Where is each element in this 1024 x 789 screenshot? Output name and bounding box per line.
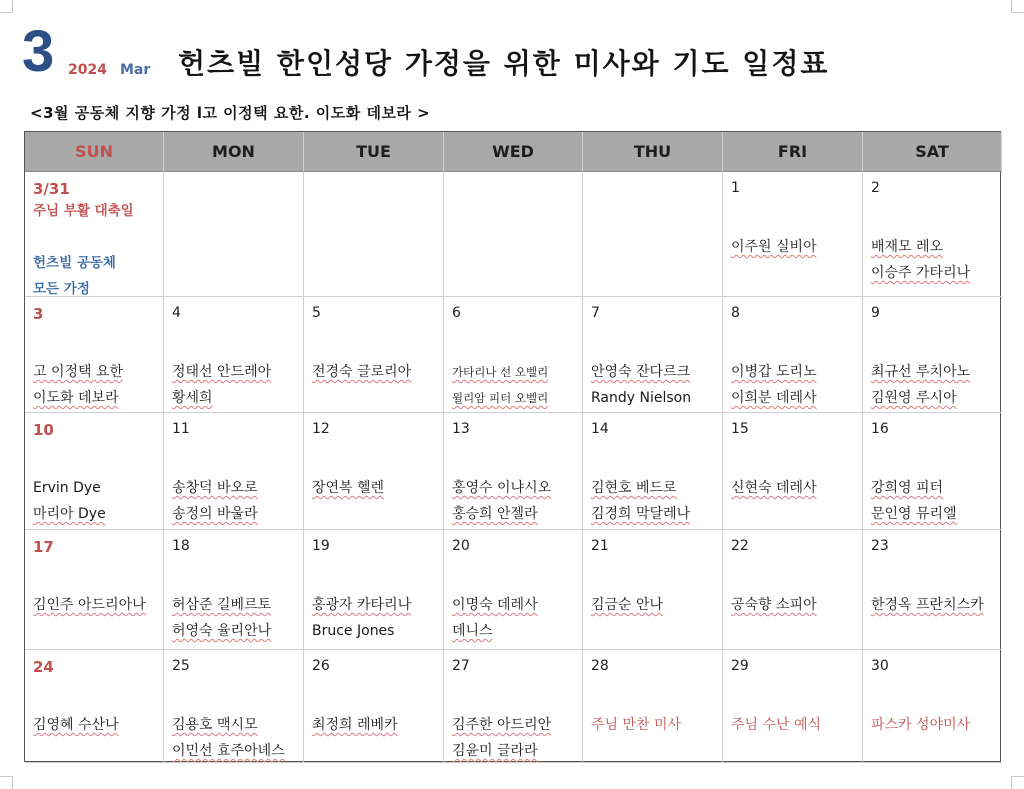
family-name-entry: 김경희 막달레나 [591,506,691,522]
calendar-day-cell [583,172,723,297]
day-number: 19 [312,538,330,554]
page-corner-mark [0,776,13,789]
family-name-entry: 송창덕 바오로 [172,480,258,496]
day-number: 13 [452,421,470,437]
day-number: 22 [731,538,749,554]
page-header [22,19,1002,86]
day-number: 26 [312,658,330,674]
calendar-day-cell [863,172,1002,297]
day-number: 12 [312,421,330,437]
day-number: 18 [172,538,190,554]
family-name-entry: 이주원 실비아 [731,239,817,255]
liturgy-entry: 주님 만찬 미사 [591,717,682,733]
weekday-header-thu: THU [583,132,723,172]
calendar-day-cell [863,530,1002,650]
weekday-header-wed: WED [444,132,583,172]
day-number: 14 [591,421,609,437]
liturgy-entry: 파스카 성야미사 [871,717,971,733]
family-name-entry: 최정희 레베카 [312,717,398,733]
family-name-entry: 황세희 [172,390,213,406]
calendar-day-cell [25,172,164,297]
family-name-entry: 허영숙 율리안나 [172,623,272,639]
family-name-entry: 김인주 아드리아나 [33,597,146,613]
calendar-day-cell [25,297,164,413]
family-name-entry: 문인영 뮤리엘 [871,506,957,522]
month-abbr-label: Mar [120,62,151,78]
calendar-day-cell [304,172,444,297]
calendar-day-cell [723,413,863,530]
calendar-day-cell [583,413,723,530]
day-number: 1 [731,180,740,196]
family-name-entry: Randy Nielson [591,390,692,406]
year-label: 2024 [68,62,107,78]
day-number: 8 [731,305,740,321]
calendar-day-cell [25,530,164,650]
calendar-day-cell [863,413,1002,530]
family-name-entry: 장연복 헬렌 [312,480,385,496]
day-number: 2 [871,180,880,196]
month-number: 3 [22,19,55,84]
calendar-day-cell [444,650,583,763]
day-number: 28 [591,658,609,674]
family-name-entry: 김원영 루시아 [871,390,957,406]
day-number: 5 [312,305,321,321]
family-name-entry: 최규선 루치아노 [871,364,971,380]
calendar-day-cell [863,650,1002,763]
day-number: 17 [33,538,54,556]
family-name-entry: 이민선 효주아녜스 [172,743,285,759]
calendar-day-cell [863,297,1002,413]
page-corner-mark [1011,0,1024,13]
page-title: 헌츠빌 한인성당 가정을 위한 미사와 기도 일정표 [178,47,830,80]
family-name-entry: 이병갑 도리노 [731,364,817,380]
weekday-header-sat: SAT [863,132,1002,172]
calendar-day-cell [444,413,583,530]
page-corner-mark [0,0,13,13]
family-name-entry: 이도화 데보라 [33,390,119,406]
family-name-entry: 홍광자 카타리나 [312,597,412,613]
calendar-day-cell [164,530,304,650]
family-name-entry: 배재모 레오 [871,239,944,255]
day-number: 16 [871,421,889,437]
calendar-day-cell [304,297,444,413]
weekday-header-tue: TUE [304,132,444,172]
calendar-day-cell [444,530,583,650]
family-name-entry: 홍승희 안젤라 [452,506,538,522]
page-corner-mark [1011,776,1024,789]
calendar-day-cell [723,530,863,650]
calendar-day-cell [444,297,583,413]
calendar-day-cell [304,530,444,650]
family-name-entry: 송정의 바울라 [172,506,258,522]
calendar-day-cell [164,413,304,530]
weekday-header-sun: SUN [25,132,164,172]
calendar-day-cell [444,172,583,297]
family-name-entry: 김윤미 글라라 [452,743,538,759]
family-name-entry: 김영혜 수산나 [33,717,119,733]
day-number: 20 [452,538,470,554]
family-name-entry: 김주한 아드리안 [452,717,552,733]
calendar-day-cell [583,650,723,763]
calendar-day-cell [164,650,304,763]
day-number: 4 [172,305,181,321]
family-name-entry: 가타리나 선 오벨리 [452,365,549,379]
day-number: 9 [871,305,880,321]
day-entry [33,224,155,250]
family-name-entry: 윌리암 피터 오벨리 [452,391,549,405]
weekday-header-fri: FRI [723,132,863,172]
day-number: 29 [731,658,749,674]
family-name-entry: 이희분 데레사 [731,390,817,406]
calendar-day-cell [583,530,723,650]
day-number: 15 [731,421,749,437]
calendar-day-cell [164,297,304,413]
day-number: 24 [33,658,54,676]
day-entry: 모든 가정 [33,281,90,297]
day-number: 6 [452,305,461,321]
family-name-entry: 김금순 안나 [591,597,664,613]
family-name-entry: 김현호 베드로 [591,480,677,496]
calendar-day-cell [25,413,164,530]
day-number: 7 [591,305,600,321]
calendar-day-cell [723,172,863,297]
family-name-entry: 홍영수 이냐시오 [452,480,552,496]
family-name-entry: 고 이정택 요한 [33,364,124,380]
day-number: 30 [871,658,889,674]
family-name-entry: 전경숙 글로리아 [312,364,412,380]
family-name-entry: 강희영 피터 [871,480,944,496]
day-number: 3/31 [33,180,70,198]
family-name-entry: 이명숙 데레사 [452,597,538,613]
calendar-day-cell [25,650,164,763]
calendar-day-cell [723,650,863,763]
day-number: 23 [871,538,889,554]
calendar-day-cell [583,297,723,413]
calendar-day-cell [304,413,444,530]
family-name-entry: 허삼준 길베르토 [172,597,272,613]
family-name-entry: 안영숙 잔다르크 [591,364,691,380]
family-name-entry: 정태선 안드레아 [172,364,272,380]
family-name-entry: Bruce Jones [312,623,395,639]
day-number: 21 [591,538,609,554]
liturgy-entry: 주님 수난 예식 [731,717,822,733]
calendar-grid [24,131,1001,762]
day-number: 25 [172,658,190,674]
day-entry: 헌츠빌 공동체 [33,255,116,271]
family-name-entry: 김용호 맥시모 [172,717,258,733]
page-subtitle: <3월 공동체 지향 가정 l고 이정택 요한. 이도화 데보라 > [30,104,431,122]
calendar-day-cell [304,650,444,763]
day-number: 3 [33,305,44,323]
weekday-header-mon: MON [164,132,304,172]
family-name-entry: 이승주 가타리나 [871,265,971,281]
family-name-entry: Ervin Dye [33,480,101,496]
day-number: 10 [33,421,54,439]
day-entry: 주님 부활 대축일 [33,203,134,219]
day-number: 11 [172,421,190,437]
day-number: 27 [452,658,470,674]
family-name-entry: 데니스 [452,623,493,639]
family-name-entry: 마리아 Dye [33,506,106,522]
calendar-day-cell [723,297,863,413]
family-name-entry: 공숙향 소피아 [731,597,817,613]
family-name-entry: 신현숙 데레사 [731,480,817,496]
calendar-day-cell [164,172,304,297]
family-name-entry: 한경옥 프란치스카 [871,597,984,613]
